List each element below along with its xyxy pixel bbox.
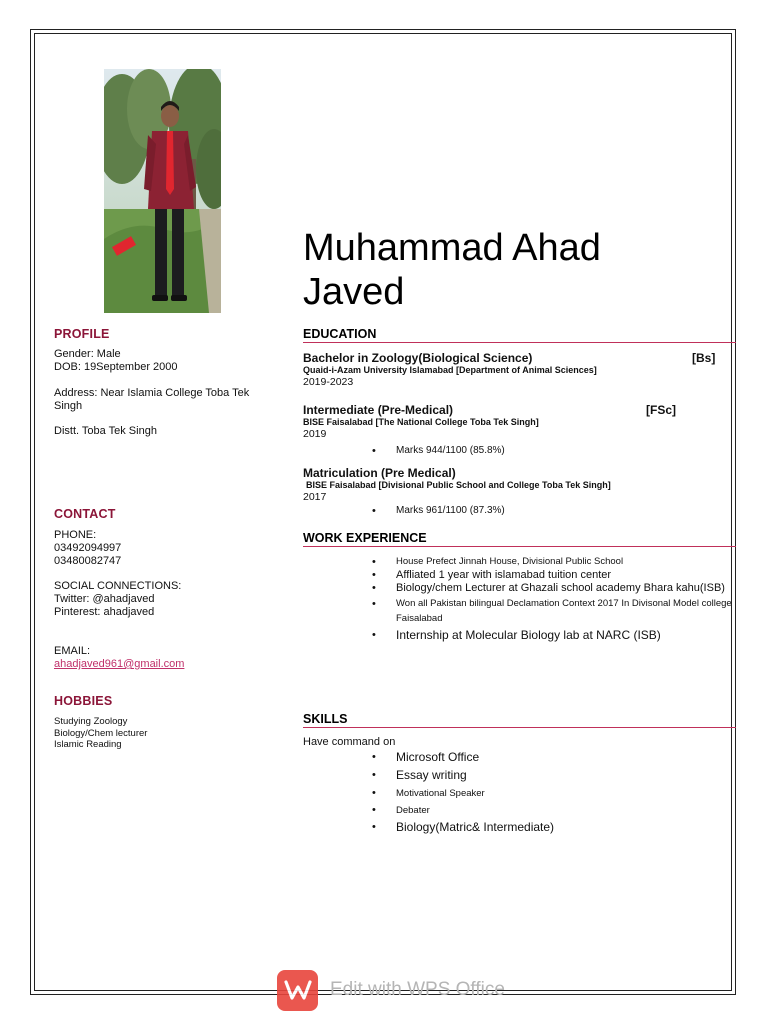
marks-list — [303, 505, 733, 518]
skill-item: • Biology(Matric& Intermediate) — [303, 819, 733, 836]
education-entry-bs — [303, 351, 733, 388]
skill-item: • Essay writing — [303, 766, 733, 785]
degree-institution: BISE Faisalabad [Divisional Public School and College Toba Tek Singh] — [306, 480, 611, 490]
phone-number-1: 03492094997 — [54, 542, 122, 554]
twitter-handle: Twitter: @ahadjaved — [54, 593, 155, 605]
hobby-item: Biology/Chem lecturer — [54, 727, 148, 739]
hobbies-heading: HOBBIES — [54, 694, 113, 708]
degree-year: 2019 — [303, 428, 327, 440]
contact-heading: CONTACT — [54, 507, 116, 521]
work-item: • Affliated 1 year with islamabad tuition center — [303, 569, 733, 582]
degree-year: 2017 — [303, 491, 327, 503]
profile-dob: DOB: 19September 2000 — [54, 361, 178, 373]
education-entry-matric — [303, 466, 733, 518]
work-item: • Internship at Molecular Biology lab at NARC (ISB) — [303, 628, 733, 643]
skills-heading: SKILLS — [303, 712, 736, 728]
wps-logo-icon — [277, 970, 318, 1011]
skills-intro: Have command on — [303, 736, 396, 748]
profile-district: Distt. Toba Tek Singh — [54, 425, 157, 437]
email-link[interactable]: ahadjaved961@gmail.com — [54, 658, 185, 670]
wps-watermark[interactable] — [277, 968, 505, 1012]
skills-list — [303, 749, 733, 836]
degree-title — [303, 466, 733, 480]
work-section — [303, 555, 733, 643]
contact-section — [54, 507, 284, 671]
work-item: • House Prefect Jinnah House, Divisional Public School — [303, 555, 733, 569]
hobby-item: Islamic Reading — [54, 739, 122, 750]
work-item: • Won all Pakistan bilingual Declamation Context 2017 In Divisonal Model college Faisalabad — [303, 597, 733, 626]
education-entry-fsc — [303, 403, 733, 458]
skills-section — [303, 736, 733, 836]
degree-institution: BISE Faisalabad [The National College Toba Tek Singh] — [303, 417, 539, 427]
degree-name: Bachelor in Zoology(Biological Science) — [303, 351, 533, 365]
hobby-item: Studying Zoology — [54, 716, 128, 727]
profile-photo — [104, 69, 221, 313]
pinterest-handle: Pinterest: ahadjaved — [54, 606, 155, 618]
degree-institution: Quaid-i-Azam University Islamabad [Department of Animal Sciences] — [303, 365, 597, 375]
profile-address: Address: Near Islamia College Toba Tek Singh — [54, 387, 250, 412]
candidate-name — [303, 226, 723, 314]
marks-item: • Marks 961/1100 (87.3%) — [303, 505, 733, 518]
hobbies-section — [54, 694, 284, 751]
skill-item: • Motivational Speaker — [303, 785, 733, 802]
wps-watermark-text: Edit with WPS Office — [330, 979, 505, 1000]
phone-label: PHONE: — [54, 529, 97, 541]
skill-item: • Microsoft Office — [303, 749, 733, 766]
marks-list — [303, 445, 733, 458]
name-line-2: Javed — [303, 271, 405, 313]
degree-year: 2019-2023 — [303, 376, 354, 388]
degree-tag: [Bs] — [692, 351, 716, 365]
work-item: • Biology/chem Lecturer at Ghazali school academy Bhara kahu(ISB) — [303, 582, 733, 595]
profile-heading: PROFILE — [54, 327, 110, 341]
skill-item: • Debater — [303, 802, 733, 819]
social-label: SOCIAL CONNECTIONS: — [54, 580, 182, 592]
marks-item: • Marks 944/1100 (85.8%) — [303, 445, 733, 458]
degree-title — [303, 403, 733, 417]
name-line-1: Muhammad Ahad — [303, 227, 601, 269]
degree-tag: [FSc] — [646, 403, 676, 417]
phone-number-2: 03480082747 — [54, 555, 122, 567]
degree-title — [303, 351, 733, 365]
email-label: EMAIL: — [54, 645, 91, 657]
education-heading: EDUCATION — [303, 327, 736, 343]
profile-gender: Gender: Male — [54, 348, 121, 360]
profile-section — [54, 327, 284, 438]
work-heading: WORK EXPERIENCE — [303, 531, 736, 547]
work-list — [303, 555, 733, 643]
degree-name: Intermediate (Pre-Medical) — [303, 403, 454, 417]
degree-name: Matriculation (Pre Medical) — [303, 466, 456, 480]
